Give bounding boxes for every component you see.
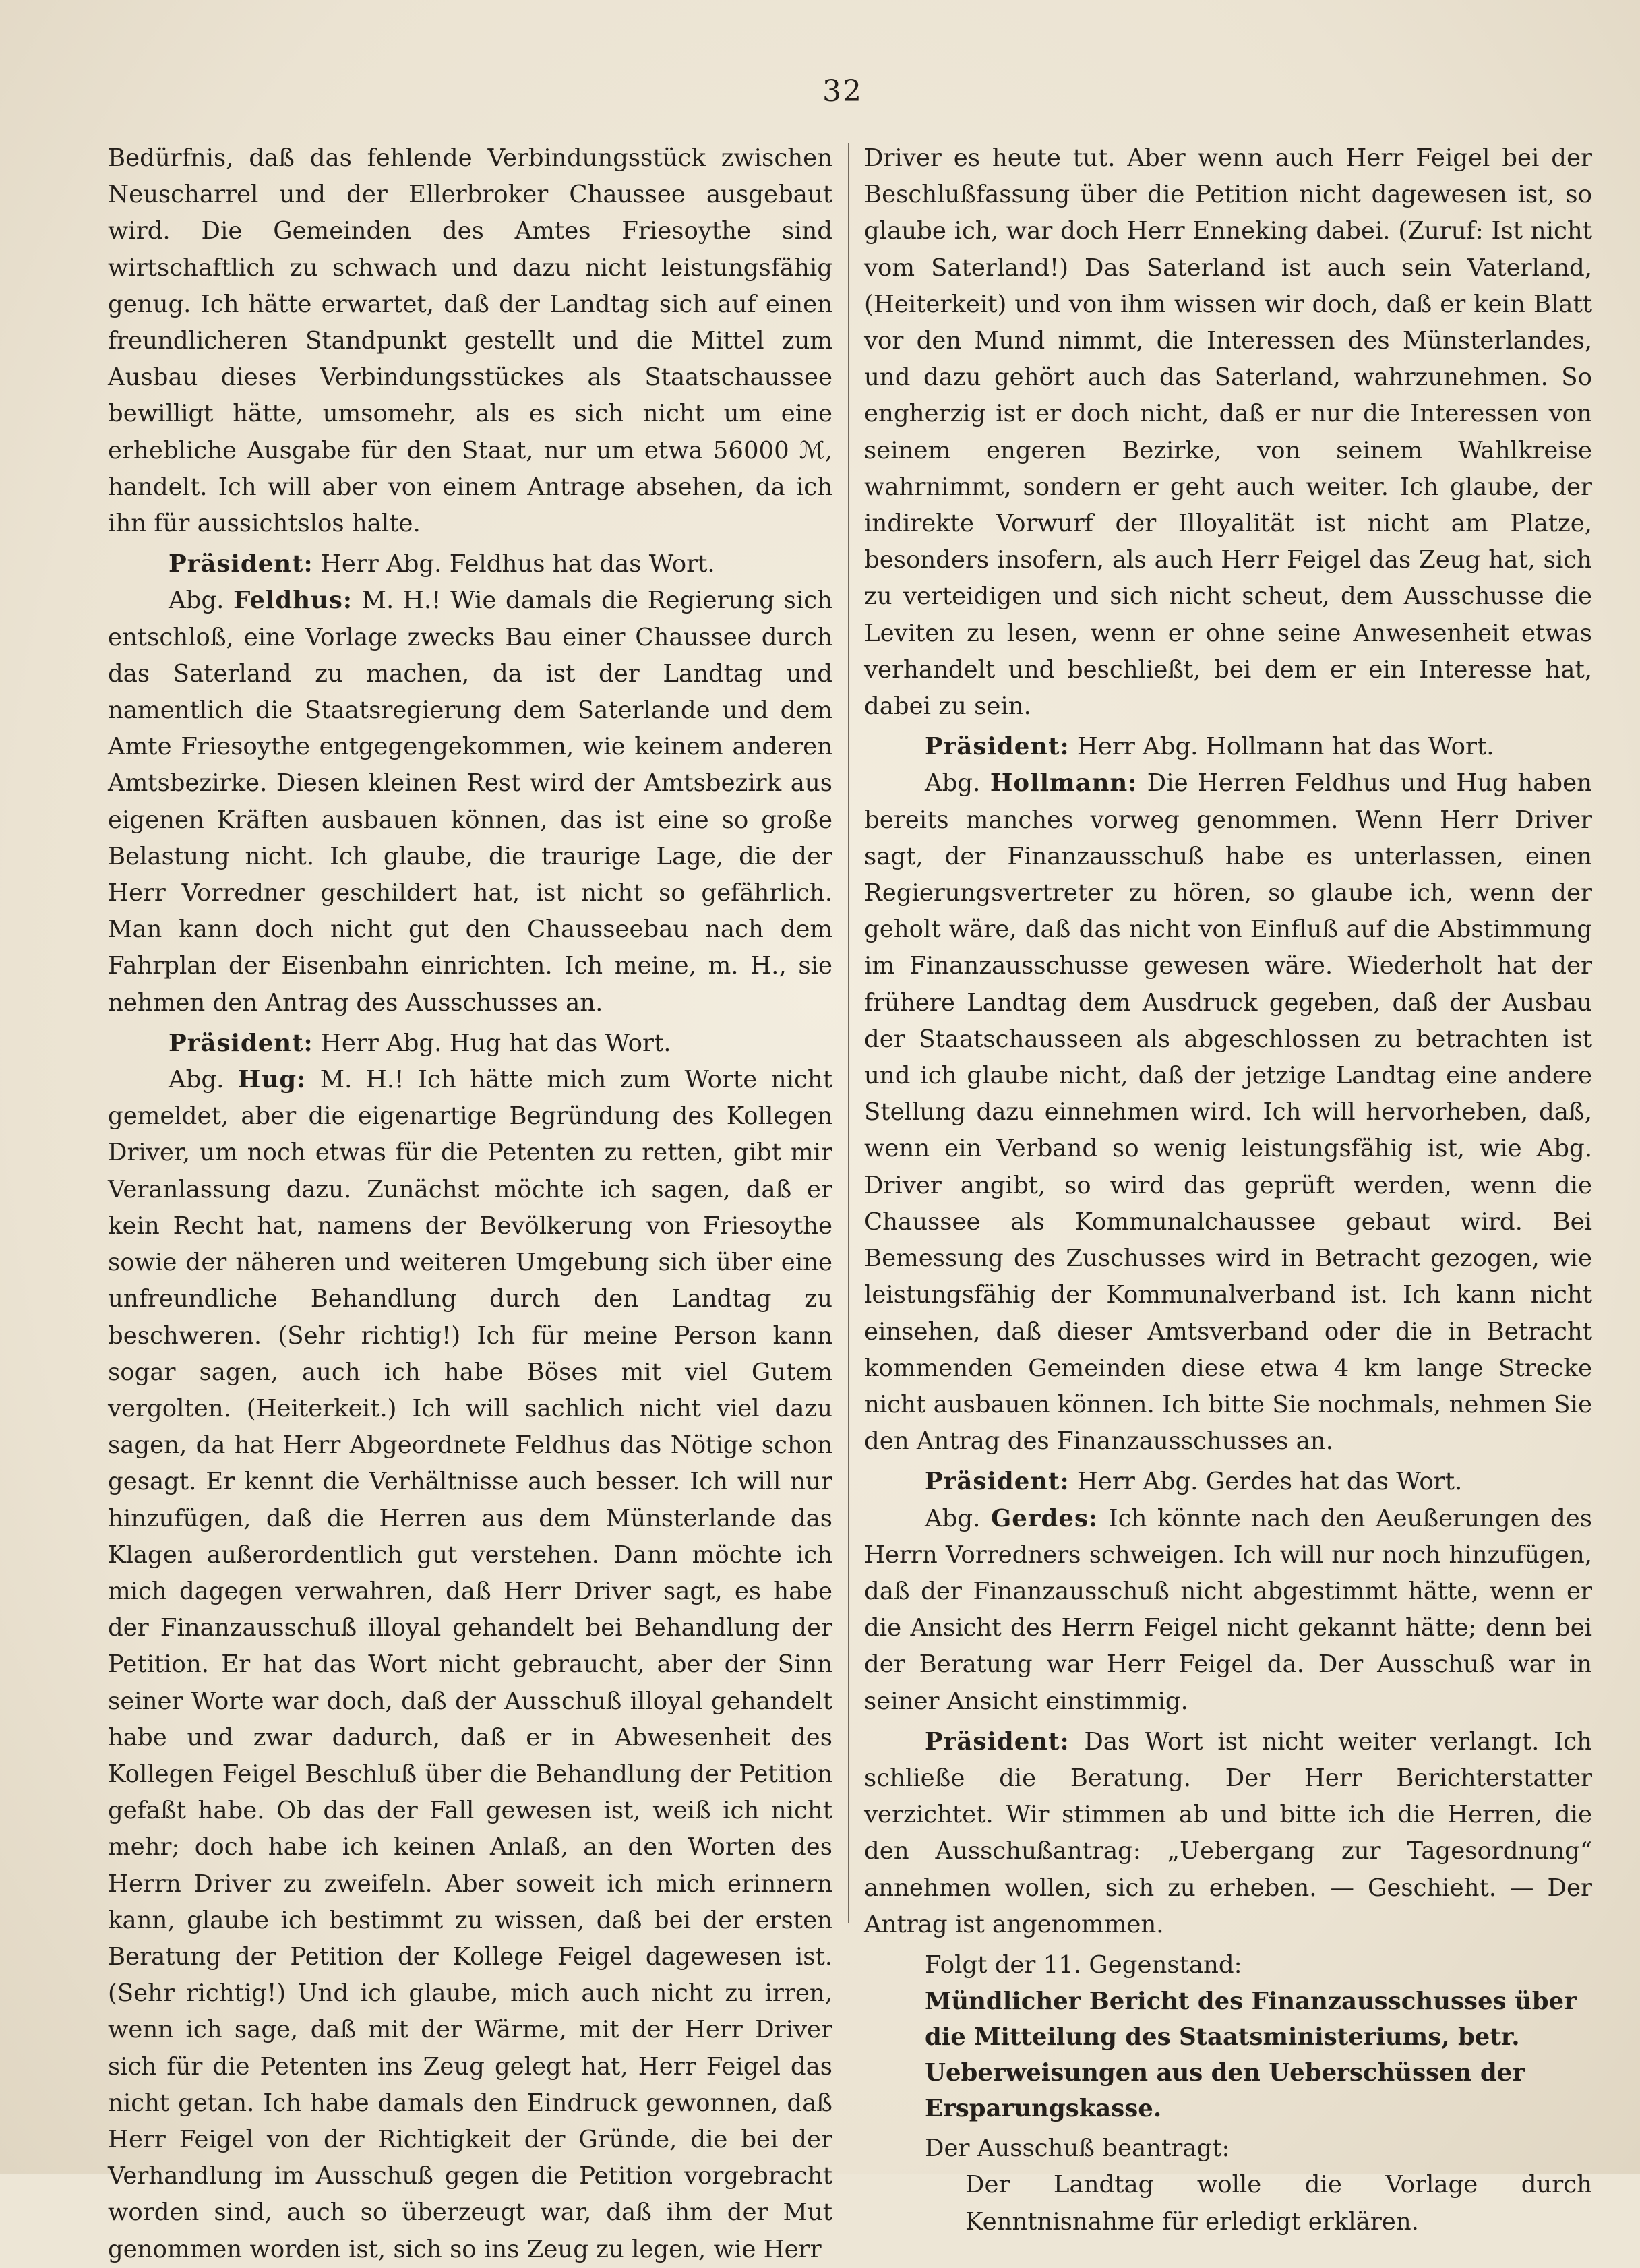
speech-text: M. H.! Wie damals die Regierung sich entschloß, eine Vorlage zwecks Bau einer Chaussee durch das Saterland zu machen, da ist der Landtag und namentlich die Staatsregierung dem Saterlande und dem Amte Friesoythe entgegengekommen, wie keinem anderen Amtsbezirke. Diesen kleinen Rest wird der Amtsbezirk aus eigenen Kräften ausbauen können, das ist eine so große Belastung nicht. Ich glaube, die traurige Lage, die der Herr Vorredner geschildert hat, ist nicht so gefährlich. Man kann doch nicht gut den Chausseebau nach dem Fahrplan der Eisenbahn einrichten. Ich meine, m. H., sie nehmen den Antrag des Ausschusses an. xyxy=(108,587,832,1017)
agenda-item-intro: Folgt der 11. Gegenstand: xyxy=(925,1950,1242,1979)
paragraph xyxy=(108,583,832,1021)
paragraph xyxy=(108,1025,832,1062)
left-column xyxy=(108,140,832,2263)
speaker-prefix: Abg. xyxy=(169,1066,224,1094)
speech-text: Herr Abg. Hollmann hat das Wort. xyxy=(1076,733,1494,761)
speech-text: Herr Abg. Hug hat das Wort. xyxy=(320,1029,671,1057)
paragraph: Driver es heute tut. Aber wenn auch Herr Feigel bei der Beschlußfassung über die Petition nicht dagewesen ist, so glaube ich, war doch Herr Enneking dabei. (Zuruf: Ist nicht vom Saterland!) Das Saterland ist auch sein Vaterland, (Heiterkeit) und von ihm wissen wir doch, daß er kein Blatt vor den Mund nimmt, die Interessen des Münsterlandes, und dazu gehört auch das Saterland, wahrzunehmen. So engherzig ist er doch nicht, daß er nur die Interessen von seinem engeren Bezirke, von seinem Wahlkreise wahrnimmt, sondern er geht auch weiter. Ich glaube, der indirekte Vorwurf der Illoyalität ist nicht am Platze, besonders insofern, als auch Herr Feigel das Zeug hat, sich zu verteidigen und sich nicht scheut, dem Ausschusse die Leviten zu lesen, wenn er ohne seine Anwesenheit etwas verhandelt und beschließt, bei dem er ein Interesse hat, dabei zu sein. xyxy=(864,144,1592,721)
paragraph: Bedürfnis, daß das fehlende Verbindungsstück zwischen Neuscharrel und der Ellerbroker Chaussee ausgebaut wird. Die Gemeinden des Amtes Friesoythe sind wirtschaftlich zu schwach und dazu nicht leistungsfähig genug. Ich hätte erwartet, daß der Landtag sich auf einen freundlicheren Standpunkt gestellt und die Mittel zum Ausbau dieses Verbindungsstückes als Staatschaussee bewilligt hätte, umsomehr, als es sich nicht um eine erhebliche Ausgabe für den Staat, nur um etwa 56000 ℳ, handelt. Ich will aber von einem Antrage absehen, da ich ihn für aussichtslos halte. xyxy=(108,144,832,538)
paragraph xyxy=(108,1062,832,2268)
speaker-name: Präsident: xyxy=(925,733,1070,761)
speech-text: Das Wort ist nicht weiter verlangt. Ich schließe die Beratung. Der Herr Berichterstatter verzichtet. Wir stimmen ab und bitte ich die Herren, die den Ausschußantrag: „Uebergang zur Tagesordnung“ annehmen wollen, sich zu erheben. — Geschieht. — Der Antrag ist angenommen. xyxy=(864,1727,1592,1938)
paragraph xyxy=(864,1501,1592,1720)
speech-text: Herr Abg. Feldhus hat das Wort. xyxy=(320,550,715,578)
speaker-name: Feldhus: xyxy=(233,587,353,615)
paragraph xyxy=(864,729,1592,765)
agenda-item-title: Mündlicher Bericht des Finanzausschusses über die Mitteilung des Staatsministeriums, betr. Ueberweisungen aus den Ueberschüssen der Ersparungskasse. xyxy=(925,1988,1577,2123)
committee-motion-text: Der Landtag wolle die Vorlage durch Kenntnisnahme für erledigt erklären. xyxy=(965,2171,1592,2236)
speech-text: Ich könnte nach den Aeußerungen des Herrn Vorredners schweigen. Ich will nur noch hinzufügen, daß der Finanzausschuß nicht abgestimmt hätte, wenn er die Ansicht des Herrn Feigel nicht gekannt hätte; denn bei der Beratung war Herr Feigel da. Der Ausschuß war in seiner Ansicht einstimmig. xyxy=(864,1504,1592,1715)
speaker-prefix: Abg. xyxy=(169,587,224,615)
speaker-prefix: Abg. xyxy=(925,1504,981,1532)
paragraph xyxy=(864,765,1592,1460)
paragraph xyxy=(864,1724,1592,1943)
paragraph xyxy=(864,1464,1592,1500)
speaker-name: Präsident: xyxy=(169,550,313,578)
speaker-name: Hollmann: xyxy=(990,769,1138,798)
speaker-name: Präsident: xyxy=(169,1029,313,1057)
speaker-prefix: Abg. xyxy=(925,769,981,798)
committee-motion-intro: Der Ausschuß beantragt: xyxy=(925,2135,1230,2163)
speech-text: M. H.! Ich hätte mich zum Worte nicht gemeldet, aber die eigenartige Begründung des Kollegen Driver, um noch etwas für die Petenten zu retten, gibt mir Veranlassung dazu. Zunächst möchte ich sagen, daß er kein Recht hat, namens der Bevölkerung von Friesoythe sowie der näheren und weiteren Umgebung sich über eine unfreundliche Behandlung durch den Landtag zu beschweren. (Sehr richtig!) Ich für meine Person kann sogar sagen, auch ich habe Böses mit viel Gutem vergolten. (Heiterkeit.) Ich will sachlich nicht viel dazu sagen, da hat Herr Abgeordnete Feldhus das Nötige schon gesagt. Er kennt die Verhältnisse auch besser. Ich will nur hinzufügen, daß die Herren aus dem Münsterlande das Klagen außerordentlich gut verstehen. Dann möchte ich mich dagegen verwahren, daß Herr Driver sagt, es habe der Finanzausschuß illoyal gehandelt bei Behandlung der Petition. Er hat das Wort nicht gebraucht, aber der Sinn seiner Worte war doch, daß der Ausschuß illoyal gehandelt habe und zwar dadurch, daß er in Abwesenheit des Kollegen Feigel Beschluß über die Behandlung der Petition gefaßt habe. Ob das der Fall gewesen ist, weiß ich nicht mehr; doch habe ich keinen Anlaß, an den Worten des Herrn Driver zu zweifeln. Aber soweit ich mich erinnern kann, glaube ich bestimmt zu wissen, daß bei der ersten Beratung der Petition der Kollege Feigel dagewesen ist. (Sehr richtig!) Und ich glaube, mich auch nicht zu irren, wenn ich sage, daß mit der Wärme, mit der Herr Driver sich für die Petenten ins Zeug gelegt hat, Herr Feigel das nicht getan. Ich habe damals den Eindruck gewonnen, daß Herr Feigel von der Richtigkeit der Gründe, die bei der Verhandlung im Ausschuß gegen die Petition vorgebracht worden sind, auch so überzeugt war, daß ihm der Mut genommen worden ist, sich so ins Zeug zu legen, wie Herr xyxy=(108,1066,832,2263)
speaker-name: Gerdes: xyxy=(990,1504,1099,1532)
column-divider xyxy=(848,143,849,1923)
paragraph xyxy=(108,546,832,583)
speech-text: Die Herren Feldhus und Hug haben bereits manches vorweg genommen. Wenn Herr Driver sagt, der Finanzausschuß habe es unterlassen, einen Regierungsvertreter zu hören, so glaube ich, wenn der geholt wäre, daß das nicht von Einfluß auf die Abstimmung im Finanzausschusse gewesen wäre. Wiederholt hat der frühere Landtag dem Ausdruck gegeben, daß der Ausbau der Staatschausseen als abgeschlossen zu betrachten ist und ich glaube nicht, daß der jetzige Landtag eine andere Stellung dazu einnehmen wird. Ich will hervorheben, daß, wenn ein Verband so wenig leistungsfähig ist, wie Abg. Driver angibt, so wird das geprüft werden, wenn die Chaussee als Kommunalchaussee gebaut wird. Bei Bemessung des Zuschusses wird in Betracht gezogen, wie leistungsfähig der Kommunalverband ist. Ich kann nicht einsehen, daß dieser Amtsverband oder die in Betracht kommenden Gemeinden diese etwa 4 km lange Strecke nicht ausbauen können. Ich bitte Sie nochmals, nehmen Sie den Antrag des Finanzausschusses an. xyxy=(864,769,1592,1456)
page-number: 32 xyxy=(822,74,863,109)
speech-text: Herr Abg. Gerdes hat das Wort. xyxy=(1076,1468,1463,1496)
speaker-name: Präsident: xyxy=(925,1727,1070,1756)
speaker-name: Präsident: xyxy=(925,1468,1070,1496)
speaker-name: Hug: xyxy=(237,1066,307,1094)
right-column xyxy=(864,140,1592,2236)
